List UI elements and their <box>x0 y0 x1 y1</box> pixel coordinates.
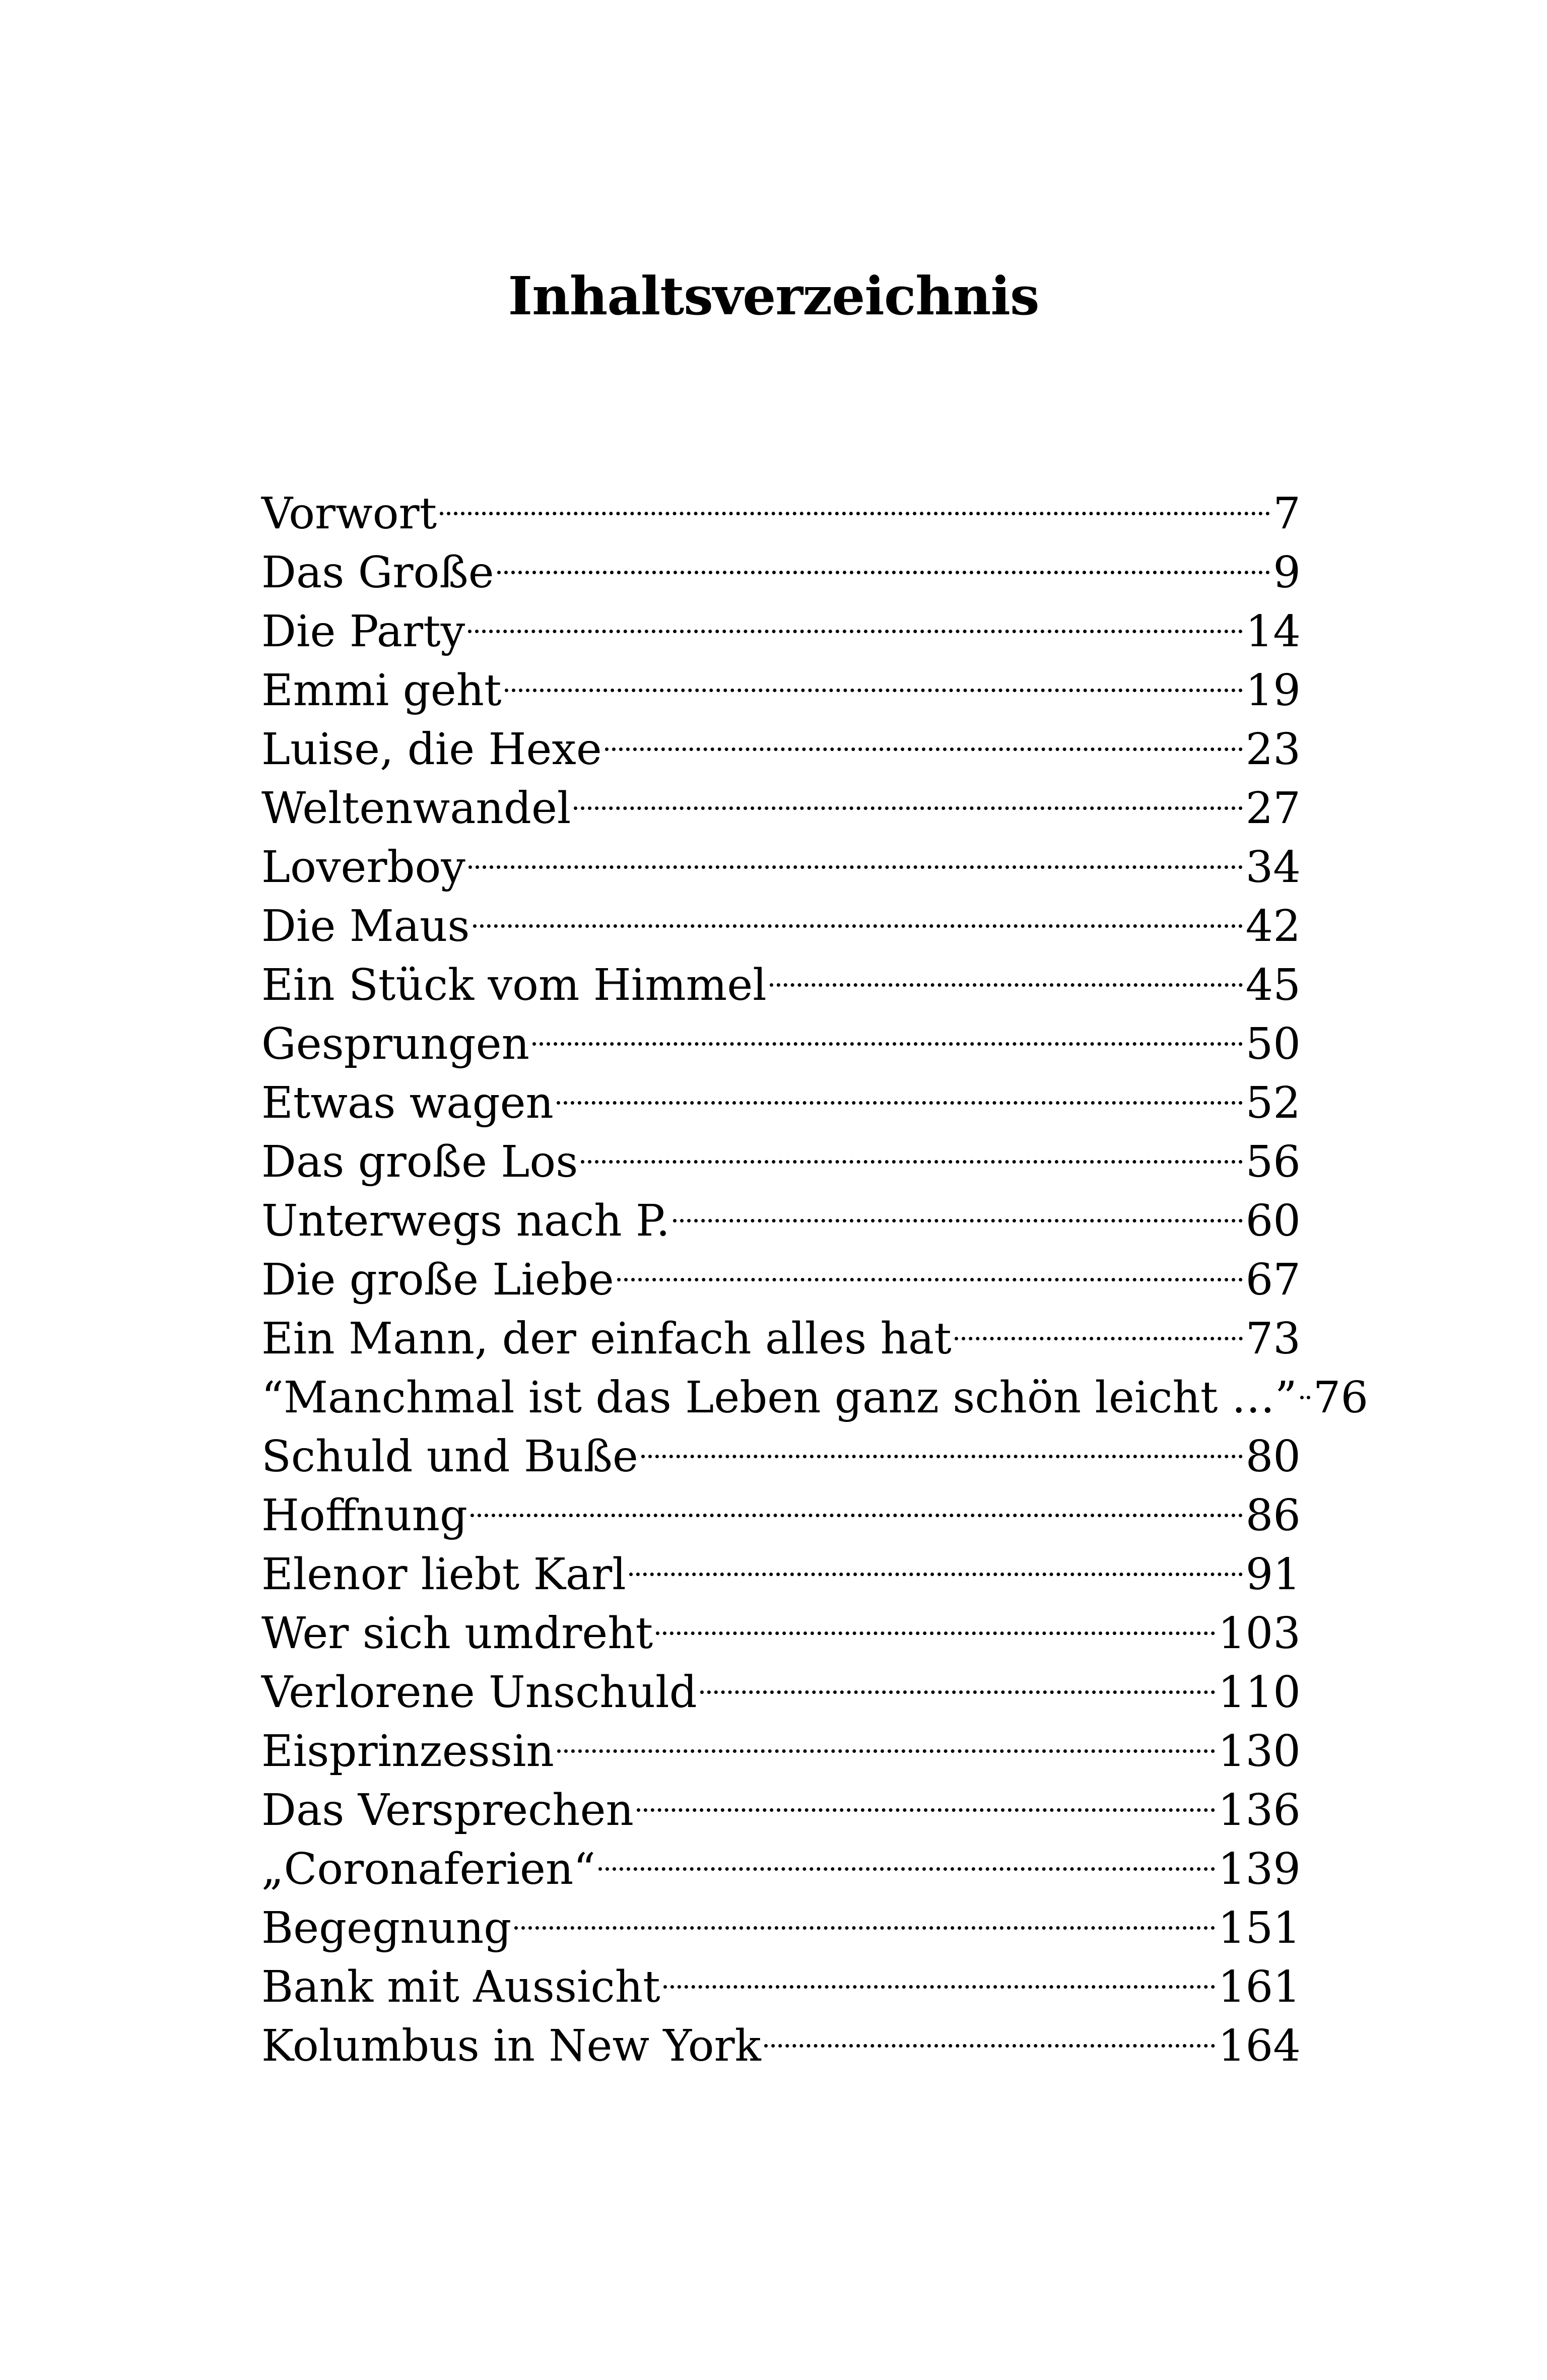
toc-entry-title: Das Große <box>261 548 494 598</box>
dot-leader <box>764 2002 1215 2061</box>
toc-entry-page-number: 161 <box>1218 1962 1301 2012</box>
toc-entry-title: Weltenwandel <box>261 783 571 834</box>
toc-entry-page-number: 56 <box>1245 1137 1301 1187</box>
dot-leader <box>505 646 1243 705</box>
dot-leader <box>617 1236 1243 1295</box>
toc-entry-title: Verlorene Unschuld <box>261 1667 697 1718</box>
toc-entry-title: Emmi geht <box>261 665 502 716</box>
toc-entry-page-number: 52 <box>1245 1078 1301 1128</box>
toc-entry-title: Luise, die Hexe <box>261 724 602 775</box>
page-title: Inhaltsverzeichnis <box>508 265 1039 327</box>
dot-leader <box>557 1707 1215 1766</box>
toc-entry-page-number: 42 <box>1245 901 1301 951</box>
dot-leader <box>532 1000 1243 1059</box>
toc-entry-page-number: 103 <box>1218 1608 1301 1659</box>
toc-entry-page-number: 19 <box>1245 665 1301 716</box>
dot-leader <box>1300 1353 1310 1412</box>
toc-entry-page-number: 23 <box>1245 724 1301 775</box>
toc-entry-title: Kolumbus in New York <box>261 2021 761 2071</box>
toc-entry-page-number: 164 <box>1218 2021 1301 2071</box>
toc-entry-title: Bank mit Aussicht <box>261 1962 660 2012</box>
toc-entry-page-number: 50 <box>1245 1019 1301 1069</box>
toc-entry-page-number: 9 <box>1273 548 1301 598</box>
dot-leader <box>473 882 1243 941</box>
dot-leader <box>637 1766 1215 1825</box>
dot-leader <box>581 1118 1242 1177</box>
toc-entry-title: Etwas wagen <box>261 1078 554 1128</box>
toc-entry-page-number: 45 <box>1245 960 1301 1010</box>
toc-entry-title: Ein Stück vom Himmel <box>261 960 767 1010</box>
dot-leader <box>574 764 1242 823</box>
table-of-contents <box>261 469 1369 2071</box>
toc-entry <box>261 469 1301 539</box>
toc-entry-page-number: 139 <box>1218 1844 1301 1894</box>
toc-entry-title: Begegnung <box>261 1903 512 1953</box>
dot-leader <box>605 705 1243 764</box>
toc-entry-title: „Coronaferien“ <box>261 1844 596 1894</box>
toc-entry-page-number: 86 <box>1245 1490 1301 1541</box>
dot-leader <box>770 941 1243 1000</box>
toc-entry-title: Vorwort <box>261 489 437 539</box>
dot-leader <box>955 1295 1243 1353</box>
toc-entry-title: Ein Mann, der einfach alles hat <box>261 1314 952 1364</box>
toc-entry-page-number: 7 <box>1273 489 1301 539</box>
toc-entry-page-number: 136 <box>1218 1785 1301 1835</box>
toc-entry-title: “Manchmal ist das Leben ganz schön leicht …” <box>261 1373 1297 1423</box>
toc-entry-page-number: 27 <box>1245 783 1301 834</box>
toc-entry-page-number: 91 <box>1245 1549 1301 1600</box>
dot-leader <box>514 1884 1215 1943</box>
toc-entry-title: Loverboy <box>261 842 465 893</box>
dot-leader <box>641 1412 1243 1471</box>
toc-entry-title: Das Versprechen <box>261 1785 634 1835</box>
toc-entry-title: Das große Los <box>261 1137 578 1187</box>
dot-leader <box>557 1059 1243 1118</box>
toc-entry-title: Unterwegs nach P. <box>261 1196 670 1246</box>
toc-entry-page-number: 73 <box>1245 1314 1301 1364</box>
dot-leader <box>598 1825 1215 1884</box>
dot-leader <box>440 469 1270 528</box>
toc-entry-title: Hoffnung <box>261 1490 468 1541</box>
toc-entry-title: Wer sich umdreht <box>261 1608 653 1659</box>
toc-entry-page-number: 110 <box>1218 1667 1301 1718</box>
toc-entry-page-number: 67 <box>1245 1255 1301 1305</box>
dot-leader <box>673 1177 1243 1236</box>
dot-leader <box>656 1589 1215 1648</box>
toc-entry-title: Die Maus <box>261 901 470 951</box>
toc-entry-page-number: 130 <box>1218 1726 1301 1777</box>
dot-leader <box>468 587 1242 646</box>
dot-leader <box>470 1471 1242 1530</box>
dot-leader <box>468 823 1243 882</box>
dot-leader <box>700 1648 1215 1707</box>
toc-entry-page-number: 60 <box>1245 1196 1301 1246</box>
toc-entry-page-number: 80 <box>1245 1432 1301 1482</box>
toc-entry-title: Gesprungen <box>261 1019 529 1069</box>
toc-entry-title: Schuld und Buße <box>261 1432 638 1482</box>
dot-leader <box>663 1943 1215 2002</box>
toc-entry-title: Elenor liebt Karl <box>261 1549 626 1600</box>
toc-entry-page-number: 34 <box>1245 842 1301 893</box>
toc-entry-page-number: 151 <box>1218 1903 1301 1953</box>
toc-entry-title: Eisprinzessin <box>261 1726 554 1777</box>
toc-entry-page-number: 76 <box>1313 1373 1369 1423</box>
toc-entry-title: Die große Liebe <box>261 1255 614 1305</box>
dot-leader <box>497 528 1270 587</box>
toc-entry-page-number: 14 <box>1245 606 1301 657</box>
dot-leader <box>629 1530 1243 1589</box>
toc-entry-title: Die Party <box>261 606 465 657</box>
